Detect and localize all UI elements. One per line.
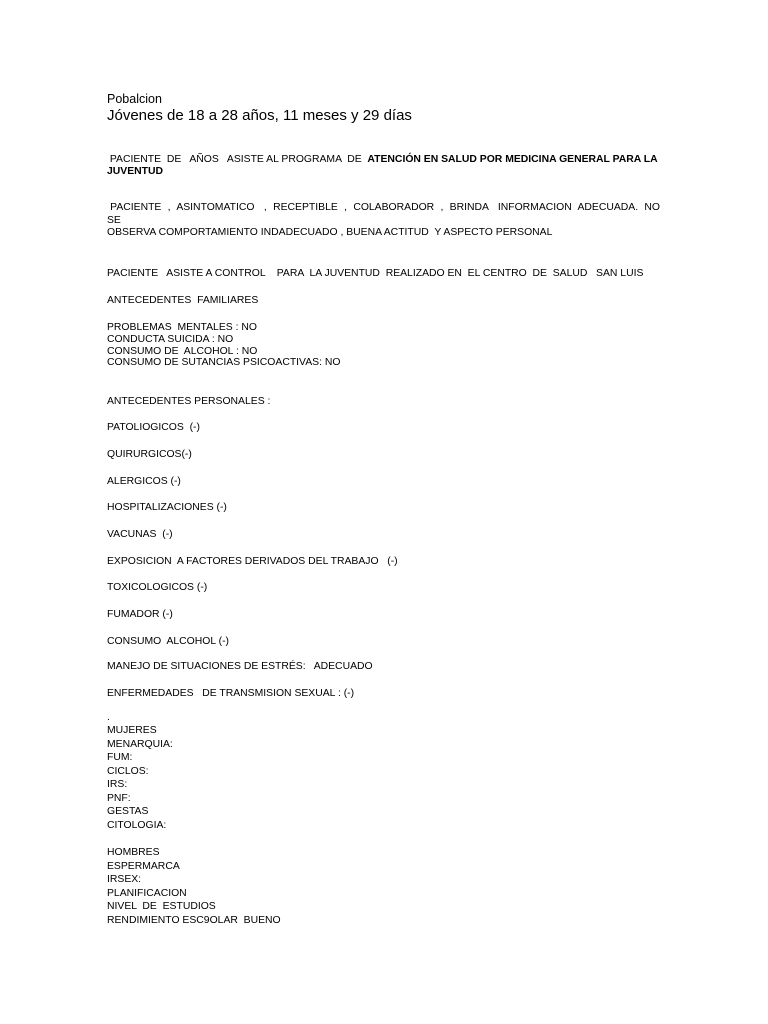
women-section — [107, 712, 173, 832]
men-item: RENDIMIENTO ESC9OLAR BUENO — [107, 914, 281, 926]
program-name: ATENCIÓN EN SALUD POR MEDICINA GENERAL PARA LA JUVENTUD — [107, 154, 661, 177]
men-item: PLANIFICACION — [107, 887, 187, 899]
men-item: HOMBRES — [107, 847, 160, 858]
population-title: Jóvenes de 18 a 28 años, 11 meses y 29 días — [107, 107, 412, 124]
women-item: CITOLOGIA: — [107, 819, 167, 831]
personal-history-item: CONSUMO ALCOHOL (-) — [107, 636, 230, 647]
men-item: NIVEL DE ESTUDIOS — [107, 901, 216, 912]
family-history-item: PROBLEMAS MENTALES : NO — [107, 322, 257, 333]
men-item: ESPERMARCA — [107, 860, 180, 872]
personal-history-item: ALERGICOS (-) — [107, 476, 181, 487]
personal-history-item: PATOLIOGICOS (-) — [107, 422, 200, 433]
family-history-item: CONSUMO DE ALCOHOL : NO — [107, 345, 258, 357]
women-item: FUM: — [107, 752, 133, 763]
intro-prefix: PACIENTE DE AÑOS ASISTE AL PROGRAMA DE — [107, 154, 368, 165]
women-item: GESTAS — [107, 806, 149, 817]
control-statement: PACIENTE ASISTE A CONTROL PARA LA JUVENTUD REALIZADO EN EL CENTRO DE SALUD SAN LUIS — [107, 268, 644, 279]
women-item: PNF: — [107, 792, 131, 804]
section-dot: . — [107, 712, 110, 723]
family-history-heading: ANTECEDENTES FAMILIARES — [107, 295, 259, 306]
women-item: CICLOS: — [107, 765, 149, 777]
personal-history-item: FUMADOR (-) — [107, 609, 173, 620]
women-item: MUJERES — [107, 725, 157, 736]
personal-history-item: TOXICOLOGICOS (-) — [107, 582, 208, 593]
men-section — [107, 846, 281, 927]
personal-history-heading: ANTECEDENTES PERSONALES : — [107, 396, 271, 407]
personal-history-item: MANEJO DE SITUACIONES DE ESTRÉS: ADECUADO — [107, 661, 373, 672]
personal-history-item: VACUNAS (-) — [107, 529, 173, 540]
observation-line-1: PACIENTE , ASINTOMATICO , RECEPTIBLE , COLABORADOR , BRINDA INFORMACION ADECUADA. NO SE — [107, 202, 666, 226]
intro-paragraph — [107, 154, 662, 178]
men-item: IRSEX: — [107, 874, 142, 885]
observation-line-2: OBSERVA COMPORTAMIENTO INDADECUADO , BUENA ACTITUD Y ASPECTO PERSONAL — [107, 227, 553, 238]
women-item: MENARQUIA: — [107, 738, 173, 750]
family-history-item: CONSUMO DE SUTANCIAS PSICOACTIVAS: NO — [107, 357, 341, 369]
population-label: Pobalcion — [107, 92, 162, 106]
observation-paragraph — [107, 202, 666, 240]
family-history-item: CONDUCTA SUICIDA : NO — [107, 333, 234, 345]
family-history-list — [107, 322, 340, 369]
personal-history-item: ENFERMEDADES DE TRANSMISION SEXUAL : (-) — [107, 688, 355, 699]
personal-history-item: QUIRURGICOS(-) — [107, 449, 192, 460]
women-item: IRS: — [107, 779, 128, 790]
personal-history-item: EXPOSICION A FACTORES DERIVADOS DEL TRABAJO (-) — [107, 556, 398, 567]
personal-history-item: HOSPITALIZACIONES (-) — [107, 502, 227, 513]
